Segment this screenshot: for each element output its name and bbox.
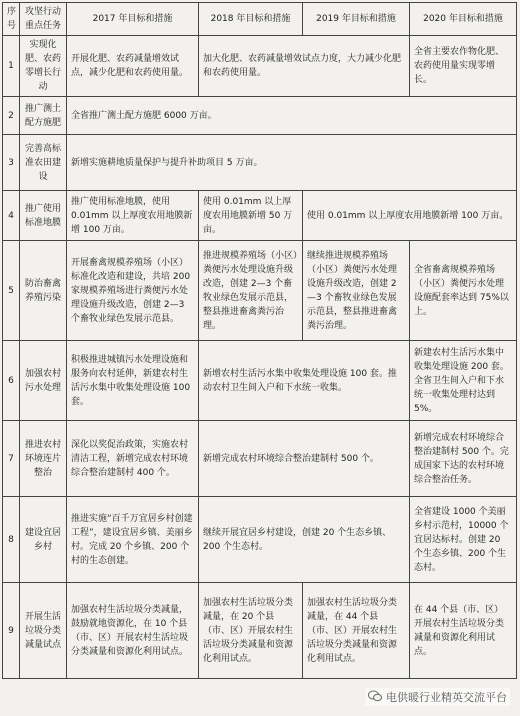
cell-2018: 推进规模养殖场（小区）粪便污水处理设施升级改造，创建 2—3 个畜牧业绿色发展示范县，整县推进畜禽粪污治理。 — [199, 241, 303, 341]
row-task: 推进农村环境连片整治 — [20, 421, 67, 497]
table-row — [3, 341, 517, 421]
row-task: 开展生活垃圾分类减量试点 — [20, 583, 67, 679]
cell-2020: 新增完成农村环境综合整治建制村 500 个。完成国家下达的农村环境综合整治任务。 — [410, 421, 517, 497]
row-task: 防治畜禽养殖污染 — [20, 241, 67, 341]
table-row — [3, 191, 517, 241]
watermark-text: 电供暖行业精英交流平台 — [386, 691, 507, 704]
table-row — [3, 583, 517, 679]
cell-2017: 深化以奖促治政策，实施农村清洁工程，新增完成农村环境综合整治建制村 400 个。 — [67, 421, 199, 497]
cell-2017: 推广使用标准地膜，使用 0.01mm 以上厚度农用地膜新增 100 万亩。 — [67, 191, 199, 241]
header-row — [3, 3, 517, 36]
header-task: 攻坚行动重点任务 — [20, 3, 67, 36]
row-seq: 3 — [3, 135, 20, 191]
measures-table — [2, 2, 517, 679]
header-seq: 序号 — [3, 3, 20, 36]
watermark — [365, 688, 510, 706]
row-task: 实现化肥、农药零增长行动 — [20, 36, 67, 97]
cell-2018-2019: 新增农村生活污水集中收集处理设施 100 套。推动农村卫生间入户和下水统一收集。 — [199, 341, 410, 421]
row-seq: 8 — [3, 497, 20, 583]
cell-2017: 开展畜禽规模养殖场（小区）标准化改造和建设，共培 200 家规模养殖场进行粪便污水处理设施升级改造，创建 2—3 个畜牧业绿色发展示范县。 — [67, 241, 199, 341]
row-task: 推广使用标准地膜 — [20, 191, 67, 241]
table-row — [3, 241, 517, 341]
row-seq: 9 — [3, 583, 20, 679]
cell-2018: 使用 0.01mm 以上厚度农用地膜新增 50 万亩。 — [199, 191, 303, 241]
header-2017: 2017 年目标和措施 — [67, 3, 199, 36]
cell-all-years: 新增实施耕地质量保护与提升补助项目 5 万亩。 — [67, 135, 517, 191]
cell-2020: 全省主要农作物化肥、农药使用量实现零增长。 — [410, 36, 517, 97]
header-2019: 2019 年目标和措施 — [303, 3, 410, 36]
row-seq: 4 — [3, 191, 20, 241]
row-task: 推广测土配方施肥 — [20, 97, 67, 135]
row-seq: 7 — [3, 421, 20, 497]
header-2020: 2020 年目标和措施 — [410, 3, 517, 36]
cell-all-years: 全省推广测土配方施肥 6000 万亩。 — [67, 97, 517, 135]
cell-2017: 开展化肥、农药减量增效试点，减少化肥和农药使用量。 — [67, 36, 199, 97]
cell-2020: 全省畜禽规模养殖场（小区）粪便污水处理设施配套率达到 75%以上。 — [410, 241, 517, 341]
table-row — [3, 497, 517, 583]
cell-2018-2019: 继续开展宜居乡村建设，创建 20 个生态乡镇、200 个生态村。 — [199, 497, 410, 583]
cell-2018: 加强农村生活垃圾分类减量，在 20 个县（市、区）开展农村生活垃圾分类减量和资源化利用试点。 — [199, 583, 303, 679]
table-row — [3, 97, 517, 135]
row-task: 建设宜居乡村 — [20, 497, 67, 583]
row-seq: 6 — [3, 341, 20, 421]
cell-2018-2019: 新增完成农村环境综合整治建制村 500 个。 — [199, 421, 410, 497]
table-row — [3, 36, 517, 97]
row-task: 加强农村污水处理 — [20, 341, 67, 421]
row-seq: 2 — [3, 97, 20, 135]
row-seq: 5 — [3, 241, 20, 341]
header-2018: 2018 年目标和措施 — [199, 3, 303, 36]
cell-2019: 继续推进规模养殖场（小区）粪便污水处理设施升级改造，创建 2—3 个畜牧业绿色发展示范县，整县推进畜禽粪污治理。 — [303, 241, 410, 341]
cell-2017: 推进实施“百千万宜居乡村创建工程”，建设宜居乡镇、美丽乡村。完成 20 个乡镇、200 个村的生态创建。 — [67, 497, 199, 583]
wechat-icon — [368, 690, 382, 705]
cell-2019-2020: 使用 0.01mm 以上厚度农用地膜新增 100 万亩。 — [303, 191, 517, 241]
cell-2019: 加强农村生活垃圾分类减量，在 44 个县（市、区）开展农村生活垃圾分类减量和资源化利用试点。 — [303, 583, 410, 679]
cell-2020: 全省建设 1000 个美丽乡村示范村，10000 个宜居达标村。创建 20 个生态乡镇、200 个生态村。 — [410, 497, 517, 583]
cell-2020: 新建农村生活污水集中收集处理设施 200 套。全省卫生间入户和下水统一收集处理村达到 5%。 — [410, 341, 517, 421]
row-task: 完善高标准农田建设 — [20, 135, 67, 191]
cell-2017: 加强农村生活垃圾分类减量，鼓励就地资源化，在 10 个县（市、区）开展农村生活垃圾分类减量和资源化利用试点。 — [67, 583, 199, 679]
table-row — [3, 135, 517, 191]
row-seq: 1 — [3, 36, 20, 97]
cell-2018-2019: 加大化肥、农药减量增效试点力度，大力减少化肥和农药使用量。 — [199, 36, 410, 97]
cell-2020: 在 44 个县（市、区）开展农村生活垃圾分类减量和资源化利用试点。 — [410, 583, 517, 679]
cell-2017: 积极推进城镇污水处理设施和服务向农村延伸，新建农村生活污水集中收集处理设施 100 套。 — [67, 341, 199, 421]
table-row — [3, 421, 517, 497]
